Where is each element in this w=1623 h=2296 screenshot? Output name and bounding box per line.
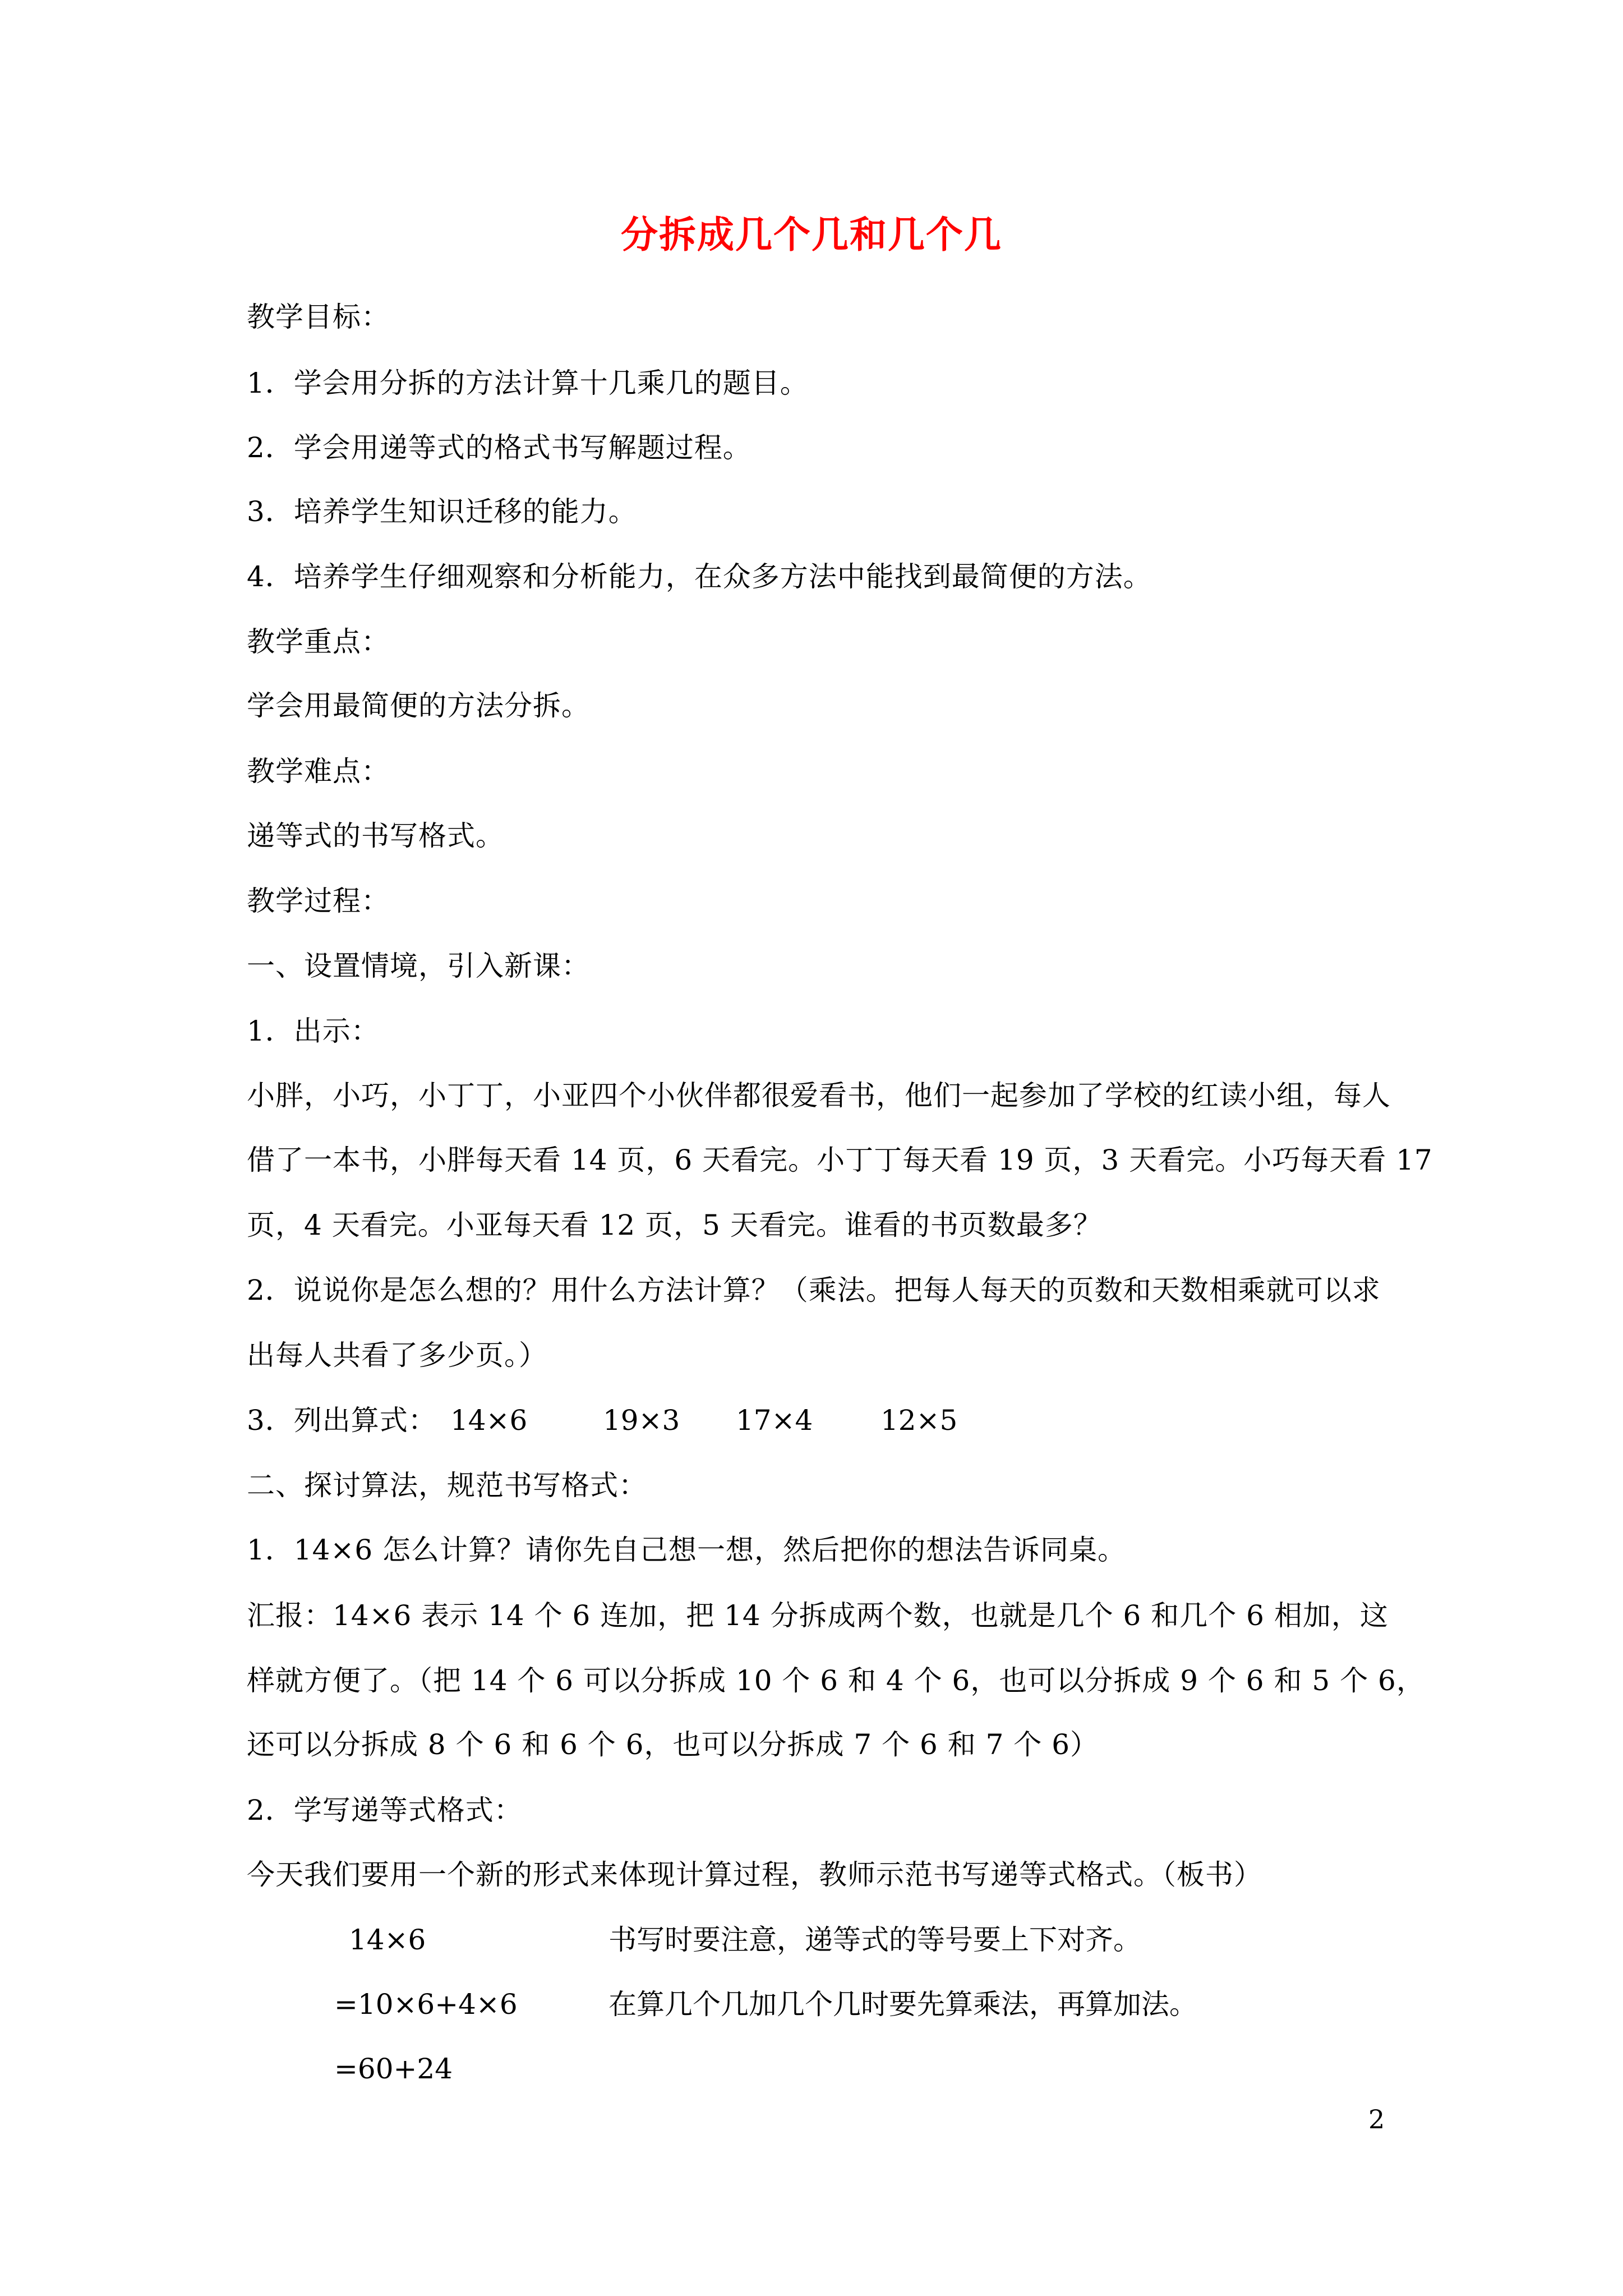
part1-item2-line-2: 出每人共看了多少页。） (247, 1339, 547, 1372)
formula-step-3: =60+24 (334, 2053, 453, 2085)
story-line-3: 页，4 天看完。小亚每天看 12 页，5 天看完。谁看的书页数最多？ (247, 1209, 1102, 1241)
goal-item-4: 4．培养学生仔细观察和分析能力，在众多方法中能找到最简便的方法。 (247, 560, 1152, 593)
story-line-2: 借了一本书，小胖每天看 14 页，6 天看完。小丁丁每天看 19 页，3 天看完。小巧每天看 17 (247, 1144, 1433, 1176)
part1-item2-line-1: 2．说说你是怎么想的？用什么方法计算？（乘法。把每人每天的页数和天数相乘就可以求 (247, 1274, 1381, 1306)
expression-17x4: 17×4 (736, 1404, 813, 1437)
part1-item3-label: 3．列出算式： (247, 1404, 437, 1437)
key-point-text: 学会用最简便的方法分拆。 (247, 689, 590, 722)
expression-12x5: 12×5 (880, 1404, 958, 1437)
document-title: 分拆成几个几和几个几 (621, 213, 1002, 256)
formula-step-2: =10×6+4×6 (334, 1988, 518, 2021)
expression-19x3: 19×3 (603, 1404, 680, 1437)
goal-item-2: 2．学会用递等式的格式书写解题过程。 (247, 431, 751, 464)
difficulty-heading: 教学难点： (247, 755, 390, 788)
expression-14x6: 14×6 (450, 1404, 528, 1437)
part2-heading: 二、探讨算法，规范书写格式： (247, 1469, 647, 1502)
report-line-2: 样就方便了。（把 14 个 6 可以分拆成 10 个 6 和 4 个 6，也可以分拆成 9 个 6 和 5 个 6， (247, 1664, 1425, 1697)
goal-item-1: 1．学会用分拆的方法计算十几乘几的题目。 (247, 367, 809, 399)
formula-step-1: 14×6 (349, 1924, 426, 1956)
part2-item1: 1．14×6 怎么计算？请你先自己想一想，然后把你的想法告诉同桌。 (247, 1534, 1127, 1566)
process-heading: 教学过程： (247, 885, 390, 917)
report-line-3: 还可以分拆成 8 个 6 和 6 个 6，也可以分拆成 7 个 6 和 7 个 6） (247, 1728, 1099, 1761)
story-line-1: 小胖，小巧，小丁丁，小亚四个小伙伴都很爱看书，他们一起参加了学校的红读小组，每人 (247, 1079, 1391, 1112)
report-line-1: 汇报：14×6 表示 14 个 6 连加，把 14 分拆成两个数，也就是几个 6 和几个 6 相加，这 (247, 1599, 1389, 1632)
formula-note-2: 在算几个几加几个几时要先算乘法，再算加法。 (608, 1988, 1197, 2021)
part1-heading: 一、设置情境，引入新课： (247, 950, 590, 982)
page-number: 2 (1368, 2104, 1385, 2134)
difficulty-text: 递等式的书写格式。 (247, 820, 504, 852)
formula-note-1: 书写时要注意，递等式的等号要上下对齐。 (608, 1924, 1141, 1956)
key-point-heading: 教学重点： (247, 625, 390, 658)
part1-item1: 1．出示： (247, 1015, 380, 1047)
goal-item-3: 3．培养学生知识迁移的能力。 (247, 495, 637, 528)
part2-item2-desc: 今天我们要用一个新的形式来体现计算过程，教师示范书写递等式格式。（板书） (247, 1858, 1262, 1891)
goals-heading: 教学目标： (247, 301, 390, 333)
part2-item2: 2．学写递等式格式： (247, 1794, 523, 1826)
